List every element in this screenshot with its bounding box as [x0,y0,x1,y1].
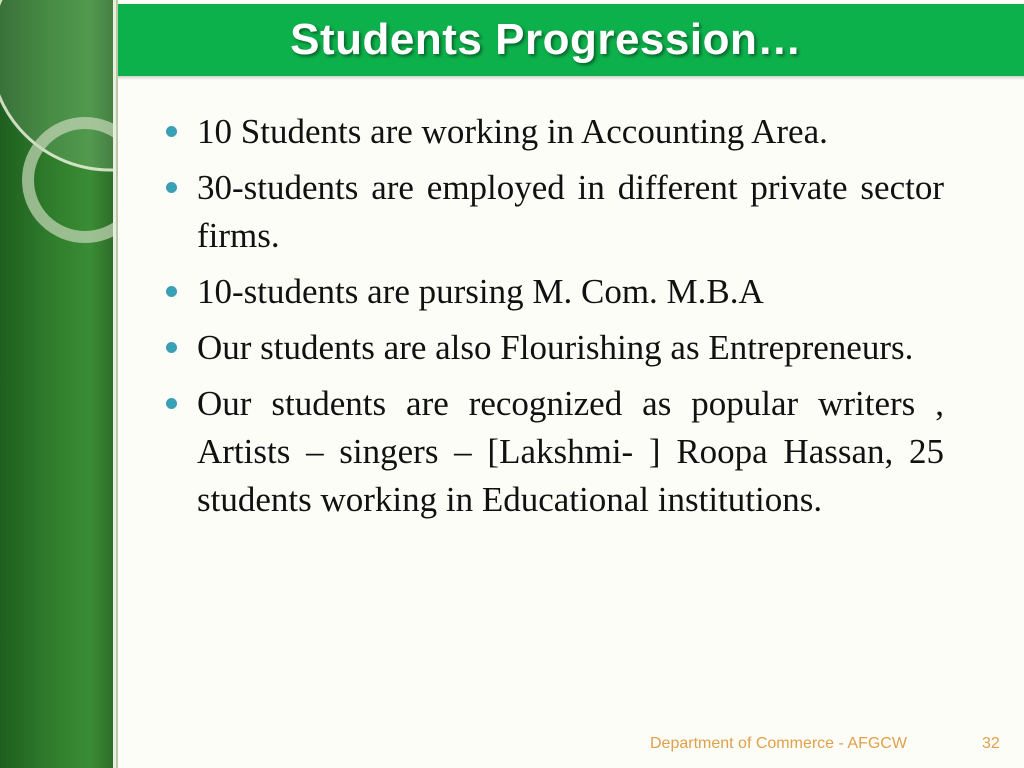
bullet-text: Our students are recognized as popular writers , Artists – singers – [Lakshmi- ] Roopa Hassan, 25 students working in Educational institutions. [197,384,944,519]
decorative-circle-large [0,0,113,170]
bullet-item [160,108,944,156]
bullet-item [160,164,944,260]
footer-department: Department of Commerce - AFGCW [650,735,907,752]
bullet-dot-icon [166,286,177,297]
bullet-item [160,380,944,524]
bullet-text: 10-students are pursing M. Com. M.B.A [197,272,764,311]
decorative-circles [0,0,113,768]
bullet-dot-icon [166,126,177,137]
bullet-dot-icon [166,398,177,409]
bullet-text: 30-students are employed in different private sector firms. [197,168,944,255]
decorative-side-panel [0,0,113,768]
bullet-text: 10 Students are working in Accounting Area. [197,112,828,151]
panel-divider-shadow [116,0,118,768]
bullet-item [160,324,944,372]
bullet-dot-icon [166,182,177,193]
page-number: 32 [982,735,1000,752]
slide-title: Students Progression… [290,15,802,64]
bullet-item [160,268,944,316]
bullet-dot-icon [166,342,177,353]
title-bar [118,4,1024,76]
bullet-list [160,108,944,532]
bullet-text: Our students are also Flourishing as Entrepreneurs. [197,328,914,367]
